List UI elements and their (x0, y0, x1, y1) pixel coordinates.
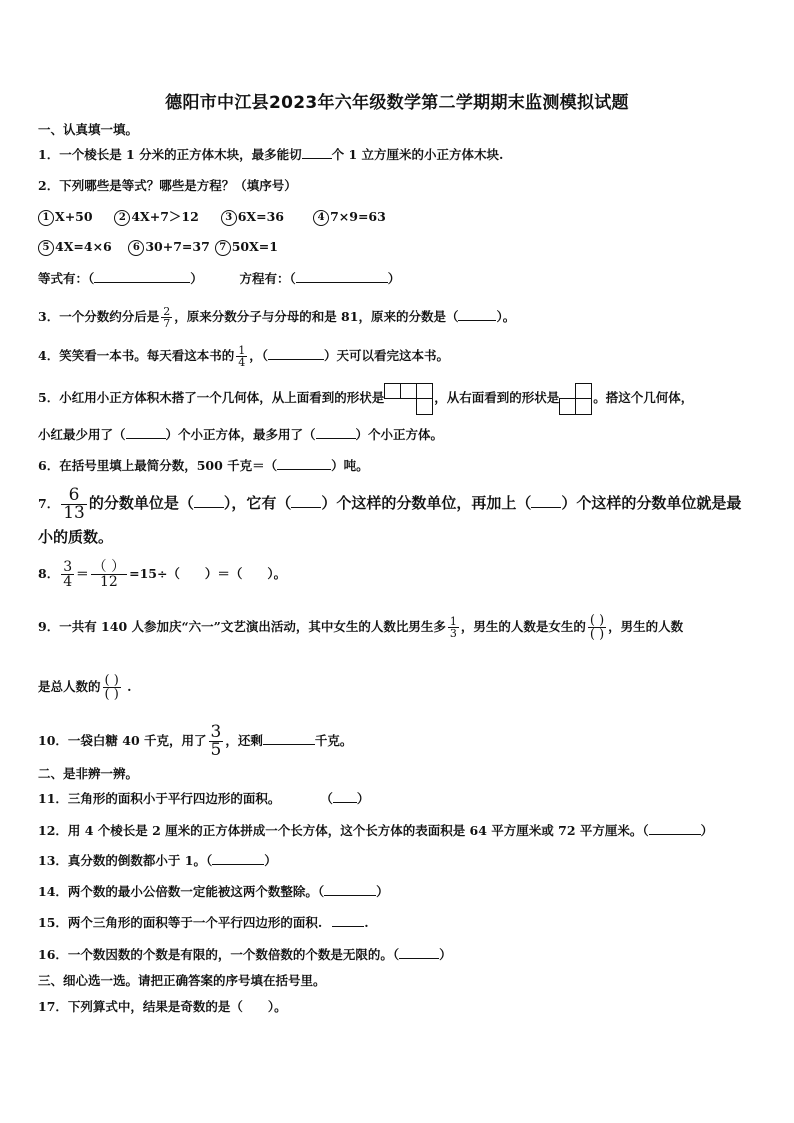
denominator: 13 (63, 502, 85, 523)
page-title: 德阳市中江县2023年六年级数学第二学期期末监测模拟试题 (165, 93, 629, 113)
q7-text-1: 的分数单位是（ (88, 494, 194, 512)
q7-text-3: ）个这样的分数单位，再加上（ (321, 494, 532, 512)
denominator-blank[interactable]: ( ) (589, 627, 605, 642)
fang-label: 方程有： (239, 271, 290, 286)
q8-text: =15÷（ ）＝（ ）。 (129, 566, 287, 581)
question-9 (38, 608, 756, 646)
q14-text-end: ） (376, 884, 389, 899)
q9-line2-text: 是总人数的 (38, 679, 101, 694)
q5-line2-mid: ）个小正方体，最多用了（ (165, 427, 316, 442)
denominator: 4 (63, 574, 73, 590)
denominator: 12 (99, 574, 118, 590)
fang-blank[interactable] (296, 282, 388, 283)
fraction (236, 345, 247, 368)
q6-text-end: ）吨。 (331, 458, 369, 473)
question-3 (38, 304, 756, 330)
q11-blank[interactable] (333, 802, 357, 803)
q2-options-row2 (38, 238, 756, 256)
numerator: 3 (210, 722, 222, 742)
question-9-line2 (38, 668, 756, 706)
q11-paren: （ (320, 791, 333, 806)
question-11 (38, 790, 756, 808)
q16-text-end: ） (439, 947, 452, 962)
equations-blank[interactable] (94, 282, 190, 283)
numerator: 2 (163, 305, 171, 318)
q2-answer-line: 等式有：（ ） 方程有：（ ） (38, 271, 401, 286)
question-12 (38, 822, 756, 840)
numerator-blank[interactable]: ( ) (104, 673, 119, 688)
fraction (61, 560, 74, 589)
circled-number: 6 (128, 240, 144, 256)
q7-label: 7． (38, 496, 60, 511)
q5-text-end: 。搭这个几何体， (593, 390, 694, 405)
question-10 (38, 724, 756, 759)
question-6 (38, 457, 756, 475)
question-4 (38, 343, 756, 369)
q2-option: 50X=1 (231, 239, 278, 254)
q10-blank[interactable] (263, 744, 315, 745)
circled-number: 3 (221, 210, 237, 226)
q1-text-end: 个 1 立方厘米的小正方体木块. (331, 147, 504, 162)
q11-text: 11．三角形的面积小于平行四边形的面积。 (38, 791, 281, 806)
question-5 (38, 382, 756, 415)
q10-text: 10．一袋白糖 40 千克，用了 (38, 733, 207, 748)
denominator-blank[interactable]: ( ) (104, 687, 119, 702)
q5-text: 5．小红用小正方体积木搭了一个几何体，从上面看到的形状是 (38, 390, 385, 405)
denominator: 3 (449, 627, 457, 640)
numerator-blank[interactable]: （ ） (92, 559, 126, 575)
denominator: 7 (163, 317, 171, 330)
question-5-line2 (38, 426, 756, 444)
section-heading-1: 一、认真填一填。 (38, 122, 139, 137)
question-17: 17．下列算式中，结果是奇数的是（ ）。 (38, 999, 287, 1014)
circled-number: 2 (114, 210, 130, 226)
q6-text: 6．在括号里填上最简分数，500 千克＝（ (38, 458, 278, 473)
fraction-blank[interactable] (588, 614, 606, 641)
q16-blank[interactable] (399, 958, 439, 959)
denominator: 4 (238, 356, 246, 369)
q3-text-end: ）。 (496, 309, 516, 324)
q14-blank[interactable] (324, 895, 376, 896)
q6-blank[interactable] (277, 469, 331, 470)
q13-text: 13．真分数的倒数都小于 1。（ (38, 853, 213, 868)
q9-line2-end: . (127, 679, 132, 694)
question-1 (38, 146, 756, 164)
equals-sign: ＝ (76, 566, 89, 581)
q4-blank[interactable] (268, 359, 324, 360)
q2-option: 4X=4×6 (55, 239, 112, 254)
q16-text: 16．一个数因数的个数是有限的，一个数倍数的个数是无限的。（ (38, 947, 400, 962)
q9-text-end: ，男生的人数 (608, 619, 684, 634)
numerator: 1 (238, 344, 246, 357)
q2-option: X+50 (55, 209, 93, 224)
q12-text: 12．用 4 个棱长是 2 厘米的正方体拼成一个长方体，这个长方体的表面积是 64 平方厘米或 72 平方厘米。（ (38, 823, 649, 838)
q9-text-mid: ，男生的人数是女生的 (460, 619, 586, 634)
q5-text-mid: ，从右面看到的形状是 (434, 390, 560, 405)
q1-text: 1．一个棱长是 1 分米的正方体木块，最多能切 (38, 147, 302, 162)
fraction-blank[interactable] (91, 560, 127, 589)
q7-text-4: ）个这样的分数单位就是最 (561, 494, 742, 512)
q15-text-end: . (364, 915, 369, 930)
fraction (61, 484, 87, 523)
q3-blank[interactable] (458, 320, 496, 321)
equations-label: 等式有： (38, 271, 89, 286)
question-7 (38, 485, 756, 522)
q3-text-mid: ，原来分数分子与分母的和是 81，原来的分数是（ (174, 309, 459, 324)
q5-line2-text: 小红最少用了（ (38, 427, 126, 442)
q15-blank[interactable] (332, 926, 364, 927)
q10-text-end: 千克。 (314, 733, 353, 748)
q13-text-end: ） (264, 853, 277, 868)
q2-option: 4X+7＞12 (131, 209, 199, 224)
q1-blank[interactable] (302, 158, 332, 159)
q5-max-blank[interactable] (316, 438, 356, 439)
circled-number: 4 (313, 210, 329, 226)
q11-paren: ） (356, 791, 370, 806)
section-heading-2: 二、是非辨一辨。 (38, 766, 139, 781)
q7-text-2: ），它有（ (223, 494, 292, 512)
q4-text: 4．笑笑看一本书。每天看这本书的 (38, 348, 235, 363)
question-2: 2．下列哪些是等式？哪些是方程？（填序号） (38, 178, 297, 193)
q5-line2-end: ）个小正方体。 (355, 427, 444, 442)
circled-number: 5 (38, 240, 54, 256)
fraction (161, 306, 172, 329)
numerator-blank[interactable]: ( ) (589, 613, 605, 628)
q5-min-blank[interactable] (126, 438, 166, 439)
q7-blank-1[interactable] (194, 507, 224, 508)
q15-text: 15．两个三角形的面积等于一个平行四边形的面积. (38, 915, 323, 930)
q2-options-row1 (38, 208, 756, 226)
question-7-line2: 小的质数。 (38, 528, 114, 546)
q4-text-end: ）天可以看完这本书。 (323, 348, 449, 363)
question-8 (38, 556, 756, 592)
q2-option: 30+7=37 (145, 239, 210, 254)
q12-text-end: ） (700, 823, 714, 838)
section-heading-3: 三、细心选一选。请把正确答案的序号填在括号里。 (38, 973, 326, 988)
q4-text-mid: ，（ (249, 348, 268, 363)
numerator: 3 (63, 559, 73, 575)
q12-blank[interactable] (649, 834, 701, 835)
q3-text: 3．一个分数约分后是 (38, 309, 160, 324)
q9-text: 9．一共有 140 人参加庆“六一”文艺演出活动，其中女生的人数比男生多 (38, 619, 446, 634)
q7-blank-3[interactable] (531, 507, 561, 508)
question-13 (38, 852, 756, 870)
question-14 (38, 883, 756, 901)
numerator: 6 (68, 484, 80, 505)
q2-option: 6X=36 (237, 209, 284, 224)
q8-label: 8． (38, 566, 60, 581)
fraction-blank[interactable] (103, 674, 121, 701)
circled-number: 7 (215, 240, 231, 256)
question-15 (38, 914, 756, 932)
q7-blank-2[interactable] (291, 507, 321, 508)
numerator: 1 (449, 615, 457, 628)
q10-text-mid: ，还剩 (225, 733, 263, 748)
right-view-figure (559, 383, 593, 415)
q2-option: 7×9=63 (330, 209, 386, 224)
question-16 (38, 946, 756, 964)
denominator: 5 (210, 740, 222, 760)
q14-text: 14．两个数的最小公倍数一定能被这两个数整除。（ (38, 884, 325, 899)
top-view-figure (384, 383, 434, 415)
fraction (448, 616, 459, 639)
circled-number: 1 (38, 210, 54, 226)
fraction (209, 724, 224, 759)
q13-blank[interactable] (212, 864, 264, 865)
